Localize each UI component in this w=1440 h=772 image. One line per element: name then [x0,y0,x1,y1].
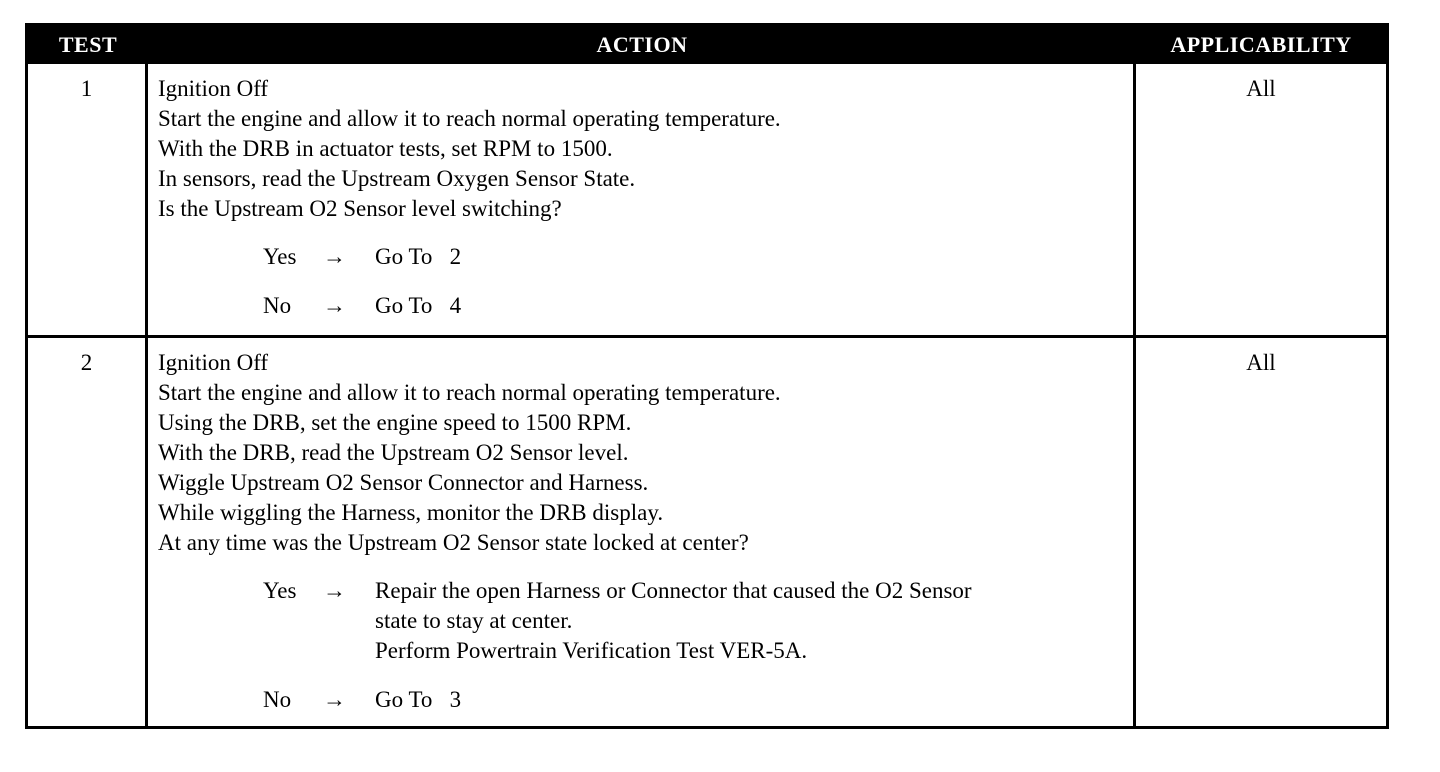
action-step: While wiggling the Harness, monitor the DRB display. [158,500,664,525]
applicability-cell: All [1246,350,1276,375]
no-label: No [263,687,292,712]
action-step: Is the Upstream O2 Sensor level switching? [158,196,562,221]
arrow-icon: → [323,687,346,712]
action-step: Start the engine and allow it to reach normal operating temperature. [158,380,781,405]
result-line: state to stay at center. [375,608,573,633]
yes-label: Yes [263,578,297,603]
action-cell [148,64,1136,335]
action-step: Start the engine and allow it to reach normal operating temperature. [158,106,781,131]
yes-outcome [263,242,1133,272]
yes-outcome [263,576,1133,666]
action-step: Ignition Off [158,76,269,101]
action-step: With the DRB, read the Upstream O2 Sensor level. [158,440,629,465]
yes-label: Yes [263,244,297,269]
table-row [28,335,1386,726]
header-applicability: APPLICABILITY [1170,32,1352,57]
table-row [28,64,1386,335]
header-test: TEST [58,32,118,57]
header-action: ACTION [596,32,688,57]
result-line: Repair the open Harness or Connector that caused the O2 Sensor [375,578,972,603]
action-cell [148,338,1136,726]
result-line: Go To 4 [375,293,462,318]
action-step: With the DRB in actuator tests, set RPM to 1500. [158,136,613,161]
action-step: Wiggle Upstream O2 Sensor Connector and Harness. [158,470,649,495]
yes-result [375,242,461,272]
table-header [28,26,1386,64]
no-outcome [263,685,1133,715]
yes-result [375,576,972,666]
arrow-icon: → [323,244,346,269]
test-number: 2 [28,338,148,726]
arrow-icon: → [323,293,346,318]
action-step: Using the DRB, set the engine speed to 1500 RPM. [158,410,632,435]
action-step: Ignition Off [158,350,269,375]
action-step: In sensors, read the Upstream Oxygen Sensor State. [158,166,636,191]
applicability-cell: All [1246,76,1276,101]
result-line: Go To 3 [375,687,462,712]
arrow-icon: → [323,578,346,603]
result-line: Perform Powertrain Verification Test VER-5A. [375,638,808,663]
no-outcome [263,291,1133,321]
diagnostic-table [25,23,1389,729]
test-number: 1 [28,64,148,335]
result-line: Go To 2 [375,244,462,269]
no-result [375,291,461,321]
no-label: No [263,293,292,318]
no-result [375,685,461,715]
action-step: At any time was the Upstream O2 Sensor state locked at center? [158,530,749,555]
